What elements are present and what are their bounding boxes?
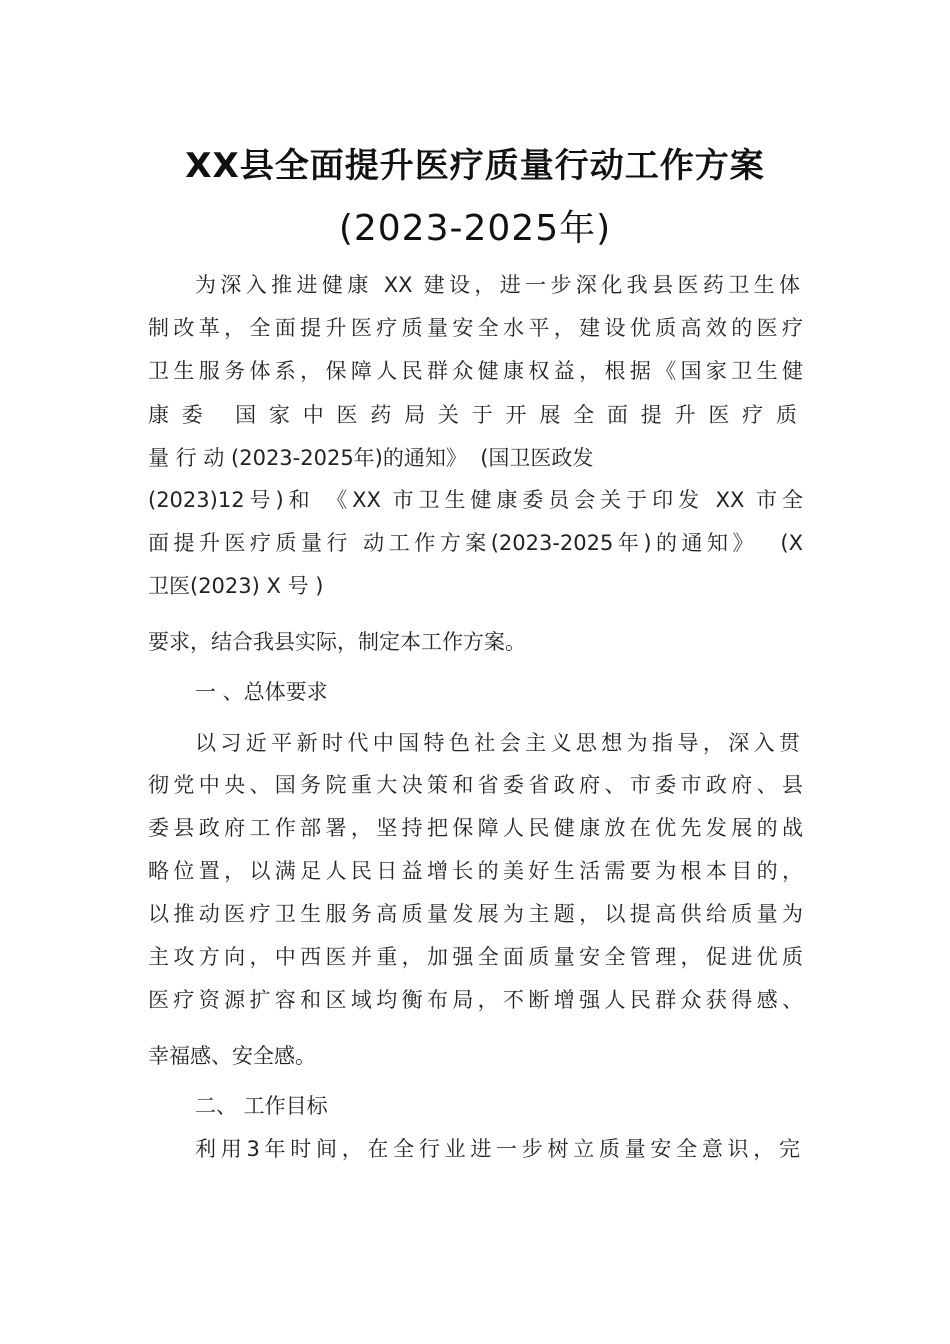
section-heading: 二、 工作目标 — [195, 1094, 328, 1118]
paragraph-line: 为深入推进健康 XX 建设，进一步深化我县医药卫生体 — [195, 273, 800, 297]
paragraph-line: 主攻方向，中西医并重，加强全面质量安全管理，促进优质 — [148, 945, 803, 969]
paragraph-line: 以习近平新时代中国特色社会主义思想为指导，深入贯 — [195, 731, 800, 755]
paragraph-line: 医疗资源扩容和区域均衡布局，不断增强人民群众获得感、 — [148, 988, 803, 1012]
document-title: XX县全面提升医疗质量行动工作方案 — [185, 146, 765, 186]
paragraph-line: 康委 国家中医药局关于开展全面提升医疗质 — [148, 403, 803, 427]
paragraph-line: 彻党中央、国务院重大决策和省委省政府、市委市政府、县 — [148, 773, 803, 797]
paragraph-line: 面提升医疗质量行 动工作方案(2023-2025年)的通知》 (X — [148, 531, 803, 555]
document-subtitle: (2023-2025年) — [338, 208, 612, 249]
paragraph-line: 委县政府工作部署，坚持把保障人民健康放在优先发展的战 — [148, 816, 803, 840]
paragraph-line: 利用3年时间，在全行业进一步树立质量安全意识，完 — [195, 1137, 800, 1161]
paragraph-line: 要求，结合我县实际，制定本工作方案。 — [148, 630, 526, 654]
paragraph-line: 幸福感、安全感。 — [148, 1044, 316, 1068]
section-heading: 一 、总体要求 — [195, 680, 328, 704]
paragraph-line: 以推动医疗卫生服务高质量发展为主题，以提高供给质量为 — [148, 902, 803, 926]
paragraph-line: 卫医(2023) X 号 ) — [148, 574, 324, 598]
paragraph-line: 制改革，全面提升医疗质量安全水平，建设优质高效的医疗 — [148, 316, 803, 340]
paragraph-line: 略位置，以满足人民日益增长的美好生活需要为根本目的， — [148, 859, 803, 883]
paragraph-line: 卫生服务体系，保障人民群众健康权益，根据《国家卫生健 — [148, 359, 803, 383]
paragraph-line: 量 行 动 (2023-2025年)的通知》 (国卫医政发 — [148, 446, 594, 470]
paragraph-line: (2023)12号)和 《XX 市卫生健康委员会关于印发 XX 市全 — [148, 488, 803, 512]
